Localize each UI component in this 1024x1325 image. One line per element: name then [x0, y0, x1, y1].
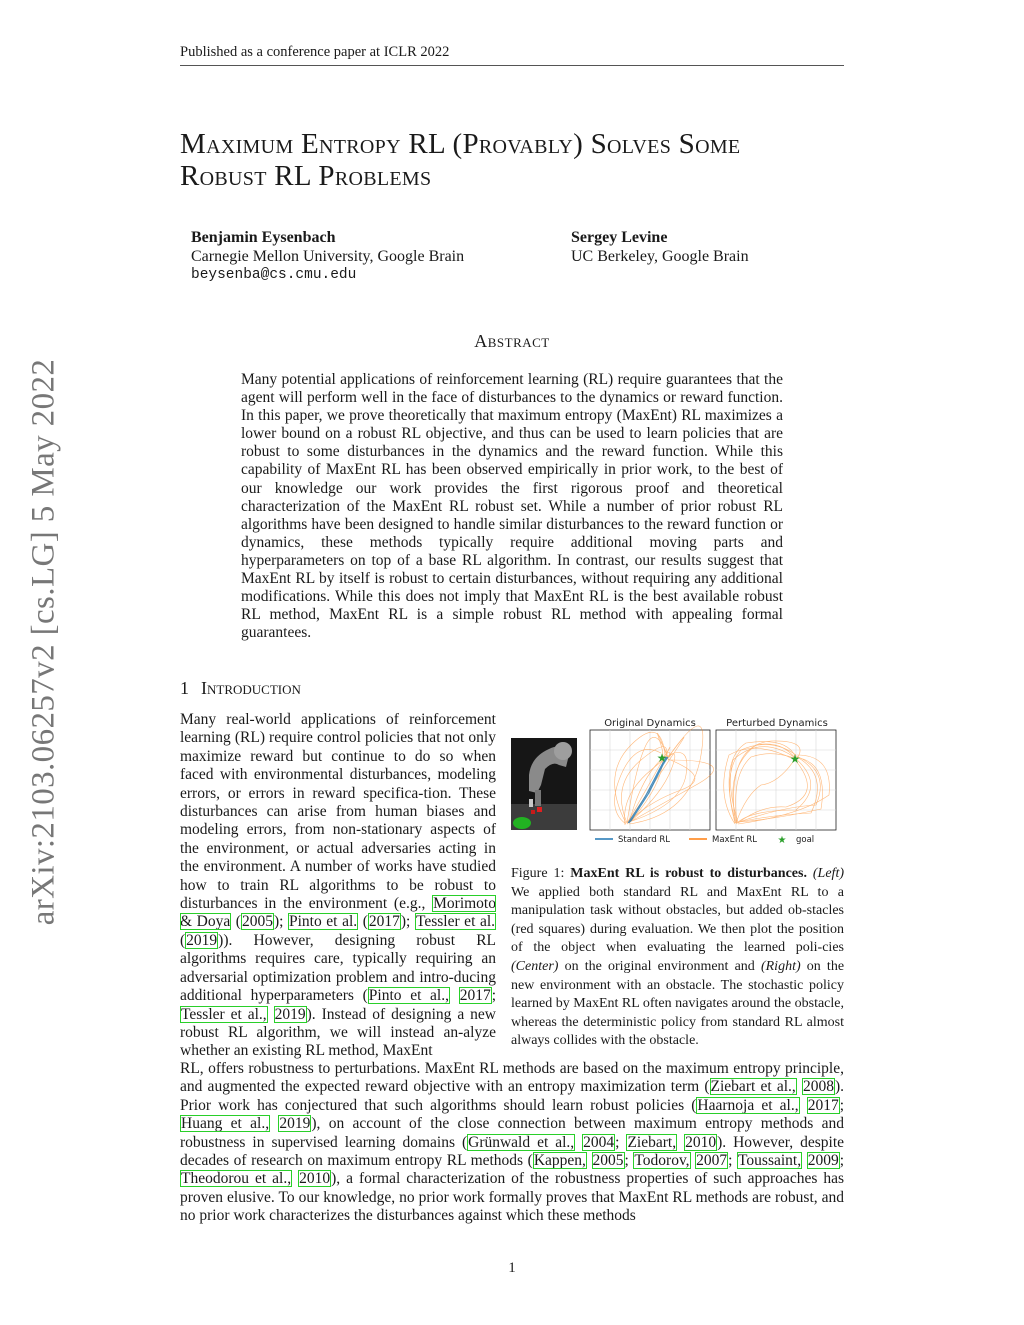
intro-text: ). Prior work has conjectured that such algorithms should learn robust policies (	[180, 1078, 844, 1114]
citation-year-link[interactable]: 2004	[583, 1133, 615, 1151]
intro-text: ). Instead of designing a new robust RL algorithm, we will instead an-alyze whether an existing RL method, MaxEnt	[180, 1005, 496, 1060]
abstract-heading: Abstract	[474, 331, 550, 351]
citation-year-link[interactable]: 2008	[802, 1078, 834, 1096]
citation-link[interactable]: Morimoto & Doya	[180, 895, 496, 931]
author-affiliation: Carnegie Mellon University, Google Brain	[191, 248, 465, 265]
citation-link[interactable]: Haarnoja et al.,	[697, 1096, 799, 1114]
caption-text: on the new environment with an obstacle. The stochastic policy learned by MaxEnt RL often navigates around the obstacle, whereas the deterministic policy from standard RL almost always collides with the obstacle.	[511, 958, 845, 1049]
citation-link[interactable]: Huang et al.,	[181, 1115, 270, 1133]
citation-year-link[interactable]: 2010	[685, 1133, 717, 1151]
citation-year-link[interactable]: 2019	[274, 1005, 306, 1023]
abstract-text: Many potential applications of reinforcement learning (RL) require guarantees that the agent will perform well in the face of disturbances to the dynamics or reward function. In this paper, we prove theoretically that maximum entropy (MaxEnt) RL maximizes a lower bound on a robust RL objective, and thus can be used to learn policies that are robust to some disturbances in the dynamics and the reward function. While this capability of MaxEnt RL has been observed empirically in prior work, to the best of our knowledge our work provides the first rigorous proof and theoretical characterization of the MaxEnt RL robust set. While a number of prior robust RL algorithms have been designed to handle similar disturbances to the reward function or dynamics, these methods typically require additional moving parts and hyperparameters on top of a base RL algorithm. In contrast, our results suggest that MaxEnt RL by itself is robust to certain disturbances, without requiring any additional modifications. While this does not imply that MaxEnt RL is the best available robust RL method, MaxEnt RL is a simple robust RL method with appealing formal guarantees.	[241, 371, 783, 642]
caption-left-tag: (Left)	[812, 866, 844, 881]
citation-year-link[interactable]: 2007	[696, 1152, 728, 1170]
citation-link[interactable]: Theodorou et al.,	[181, 1170, 292, 1188]
title-line-1: Maximum Entropy RL (Provably) Solves Some	[180, 128, 741, 160]
panel-original	[590, 726, 714, 830]
citation-link[interactable]: Grünwald et al.,	[468, 1133, 575, 1151]
section-heading	[180, 678, 301, 699]
author-block-2	[571, 228, 749, 266]
legend-label-goal: goal	[796, 835, 815, 845]
section-title: Introduction	[201, 678, 301, 698]
intro-text: Many real-world applications of reinforcement learning (RL) require control policies that not only maximize reward but continue to do so when faced with environmental disturbances, modeling errors, or errors in reward specifica-tion. These disturbances can arise from human biases and modeling errors, from non-stationary aspects of the environment, or actual adversaries acting in the environment. A number of works have studied how to train RL algorithms to be robust to disturbances in the environment (e.g.,	[180, 711, 496, 913]
intro-text: ), on account of the close connection between maximum entropy methods and robustness in supervised learning domains (	[180, 1115, 844, 1151]
citation-link[interactable]: Kappen,	[533, 1152, 586, 1170]
intro-text: );	[273, 913, 288, 931]
citation-year-link[interactable]: 2019	[186, 931, 218, 949]
intro-text: RL, offers robustness to perturbations. MaxEnt RL methods are based on the maximum entropy principle, and augmented the expected reward objective with an entropy maximization term (	[180, 1060, 844, 1096]
citation-year-link[interactable]: 2009	[807, 1152, 839, 1170]
conference-header: Published as a conference paper at ICLR 2022	[180, 44, 450, 60]
intro-paragraph-full	[180, 1060, 844, 1226]
caption-title: MaxEnt RL is robust to disturbances.	[570, 866, 807, 881]
citation-year-link[interactable]: 2019	[279, 1115, 311, 1133]
citation-link[interactable]: Pinto et al.	[289, 913, 358, 931]
citation-link[interactable]: Pinto et al.,	[368, 987, 449, 1005]
robot-image	[511, 738, 577, 830]
citation-year-link[interactable]: 2010	[299, 1170, 331, 1188]
figure-legend	[595, 835, 814, 846]
header-rule	[180, 65, 844, 66]
author-block-1	[191, 228, 464, 285]
legend-label-standard: Standard RL	[618, 835, 671, 845]
intro-text: ;	[491, 987, 496, 1005]
intro-text: ). However, despite decades of research on maximum entropy RL methods (	[180, 1133, 845, 1170]
citation-link[interactable]: Tessler et al.	[415, 913, 496, 931]
caption-text: We applied both standard RL and MaxEnt RL to a manipulation task without obstacles, but added ob-stacles (red squares) during evaluation. We then plot the position of the object when evaluating the learned poli-cies	[511, 884, 844, 956]
author-email[interactable]: beysenba@cs.cmu.edu	[191, 267, 357, 283]
intro-text: ;	[839, 1152, 844, 1170]
arxiv-id: arXiv:2103.06257v2 [cs.LG] 5 May 2022	[25, 358, 62, 926]
page-number: 1	[508, 1260, 516, 1276]
intro-text: ;	[839, 1096, 845, 1114]
figure-1-graphic	[511, 715, 847, 855]
intro-text: );	[400, 913, 415, 931]
citation-year-link[interactable]: 2017	[368, 913, 400, 931]
panel-title-original: Original Dynamics	[604, 718, 696, 729]
caption-center-tag: (Center)	[511, 958, 559, 974]
panel-perturbed	[716, 730, 836, 830]
caption-right-tag: (Right)	[760, 958, 801, 974]
intro-text: ), a formal characterization of the robustness properties of such approaches has proven elusive. To our knowledge, no prior work formally proves that MaxEnt RL methods are robust, and no prior work characterizes the disturbances against which these methods	[180, 1170, 844, 1225]
section-number: 1	[180, 678, 189, 698]
intro-text: ;	[624, 1152, 634, 1170]
figure-1-caption	[511, 865, 844, 1051]
citation-year-link[interactable]: 2005	[241, 913, 273, 931]
paper-title	[180, 128, 860, 192]
intro-text: ;	[728, 1152, 738, 1170]
panel-title-perturbed: Perturbed Dynamics	[726, 718, 828, 729]
legend-label-maxent: MaxEnt RL	[712, 835, 758, 845]
author-affiliation: UC Berkeley, Google Brain	[571, 248, 749, 265]
citation-link[interactable]: Todorov,	[634, 1152, 690, 1170]
svg-text:★: ★	[789, 752, 801, 766]
citation-link[interactable]: Tessler et al.,	[181, 1005, 267, 1023]
legend-goal-star: ★	[777, 835, 787, 846]
title-line-2: Robust RL Problems	[180, 160, 432, 192]
caption-label: Figure 1:	[511, 866, 565, 881]
author-name: Sergey Levine	[571, 229, 668, 246]
citation-year-link[interactable]: 2017	[807, 1096, 839, 1114]
intro-text: )). However, designing robust RL algorithms requires care, typically requiring an adversarial optimization problem and intro-ducing additional hyperparameters (	[180, 931, 496, 1005]
author-name: Benjamin Eysenbach	[191, 229, 336, 246]
citation-link[interactable]: Ziebart et al.,	[710, 1078, 796, 1096]
citation-link[interactable]: Toussaint,	[738, 1152, 802, 1170]
intro-paragraph-left: Many real-world applications of reinforcement learning (RL) require control policies that not only maximize reward but continue to do so when faced with environmental disturbances, modeling errors, or errors in reward specifica-tion. These disturbances can arise from human biases and modeling errors, from non-stationary aspects of the environment, or actual adversaries acting in the environment. A number of works have studied how to train RL algorithms to be robust to disturbances in the environment (e.g., Morimoto & Doya (2005); Pinto et al. (2017); Tessler et al. (2019)). However, designing robust RL algorithms requires care, typically requiring an adversarial optimization problem and intro-ducing additional hyperparameters (Pinto et al., 2017; Tessler et al., 2019). Instead of designing a new robust RL algorithm, we will instead an-alyze whether an existing RL method, MaxEnt	[180, 711, 496, 1060]
intro-text: ;	[615, 1133, 627, 1151]
figure-1	[511, 715, 847, 855]
citation-link[interactable]: Ziebart,	[627, 1133, 677, 1151]
svg-text:★: ★	[656, 751, 668, 765]
citation-year-link[interactable]: 2005	[592, 1152, 624, 1170]
citation-year-link[interactable]: 2017	[459, 987, 491, 1005]
caption-text: on the original environment and	[564, 958, 755, 974]
arxiv-stamp	[16, 352, 72, 932]
